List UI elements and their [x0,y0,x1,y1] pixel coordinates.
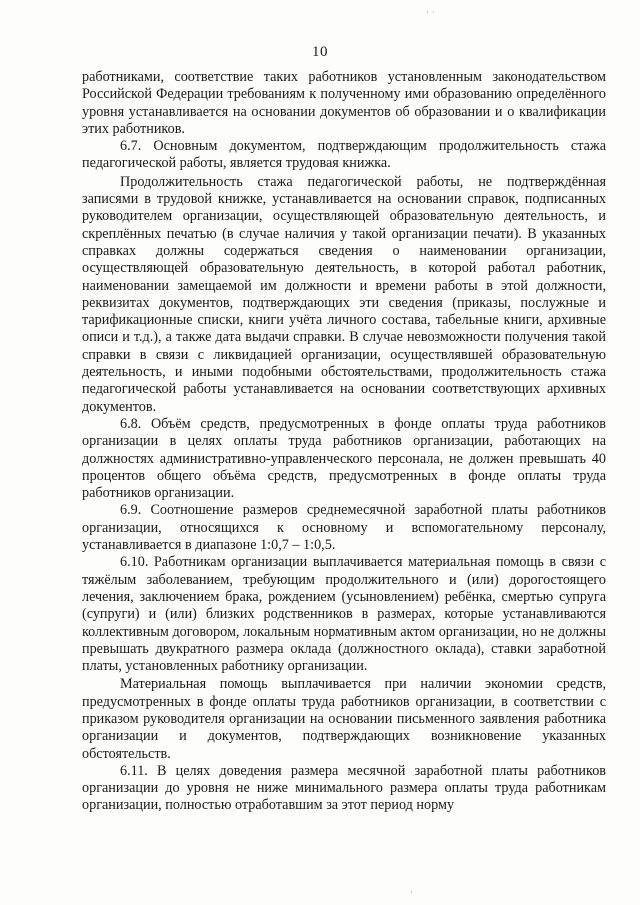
paragraph-6-9: 6.9. Соотношение размеров среднемесячной заработной платы работников организации, относящихся к основному и вспомогательному персоналу, устанавливается в диапазоне 1:0,7 – 1:0,5. [82,502,606,554]
paragraph-intro-continuation: работниками, соответствие таких работников установленным законодательством Российской Федерации требованиям к полученному ими образованию определённого уровня устанавливается на основании документов об образовании и о квалификации этих работников. [82,69,606,137]
scan-speck: · [410,888,413,898]
paragraph-6-7: 6.7. Основным документом, подтверждающим продолжительность стажа педагогической работы, является трудовая книжка. [82,138,606,172]
paragraph-6-11: 6.11. В целях доведения размера месячной заработной платы работников организации до уровня не ниже минимального размера оплаты труда работникам организации, полностью отработавшим за этот период норму [82,762,606,814]
paragraph-6-7-continuation: Продолжительность стажа педагогической работы, не подтверждённая записями в трудовой книжке, устанавливается на основании справок, подписанных руководителем организации, осуществляющей образовательную деятельность, и скреплённых печатью (в случае наличия у такой организации печати). В указанных справках должны содержаться сведения о наименовании организации, осуществляющей образовательную деятельность, в которой работал работник, наименовании замещаемой им должности и времени работы в этой должности, реквизитах документов, подтверждающих эти сведения (приказы, послужные и тарификационные списки, книги учёта личного состава, табельные книги, архивные описи и т.д.), а также дата выдачи справки. В случае невозможности получения такой справки в связи с ликвидацией организации, осуществлявшей образовательную деятельность, и иными подобными обстоятельствами, продолжительность стажа педагогической работы устанавливается на основании соответствующих архивных документов. [82,173,606,415]
paragraph-6-8: 6.8. Объём средств, предусмотренных в фонде оплаты труда работников организации в целях оплаты труда работников организации, работающих на должностях административно-управленческого персонала, не должен превышать 40 процентов общего объёма средств, предусмотренных в фонде оплаты труда работников организации. [82,415,606,502]
scan-speck: · · [426,8,435,18]
document-body [82,69,606,815]
page-number: 10 [312,44,328,60]
paragraph-6-10-continuation: Материальная помощь выплачивается при наличии экономии средств, предусмотренных в фонде оплаты труда работников организации, в соответствии с приказом руководителя организации на основании письменного заявления работника организации и документов, подтверждающих возникновение указанных обстоятельств. [82,676,606,762]
paragraph-6-10: 6.10. Работникам организации выплачивается материальная помощь в связи с тяжёлым заболеванием, требующим продолжительного и (или) дорогостоящего лечения, заключением брака, рождением (усыновлением) ребёнка, смертью супруга (супруги) и (или) близких родственников в размерах, которые устанавливаются коллективным договором, локальным нормативным актом организации, но не должны превышать двукратного размера оклада (должностного оклада), ставки заработной платы, установленных работнику организации. [82,554,606,675]
